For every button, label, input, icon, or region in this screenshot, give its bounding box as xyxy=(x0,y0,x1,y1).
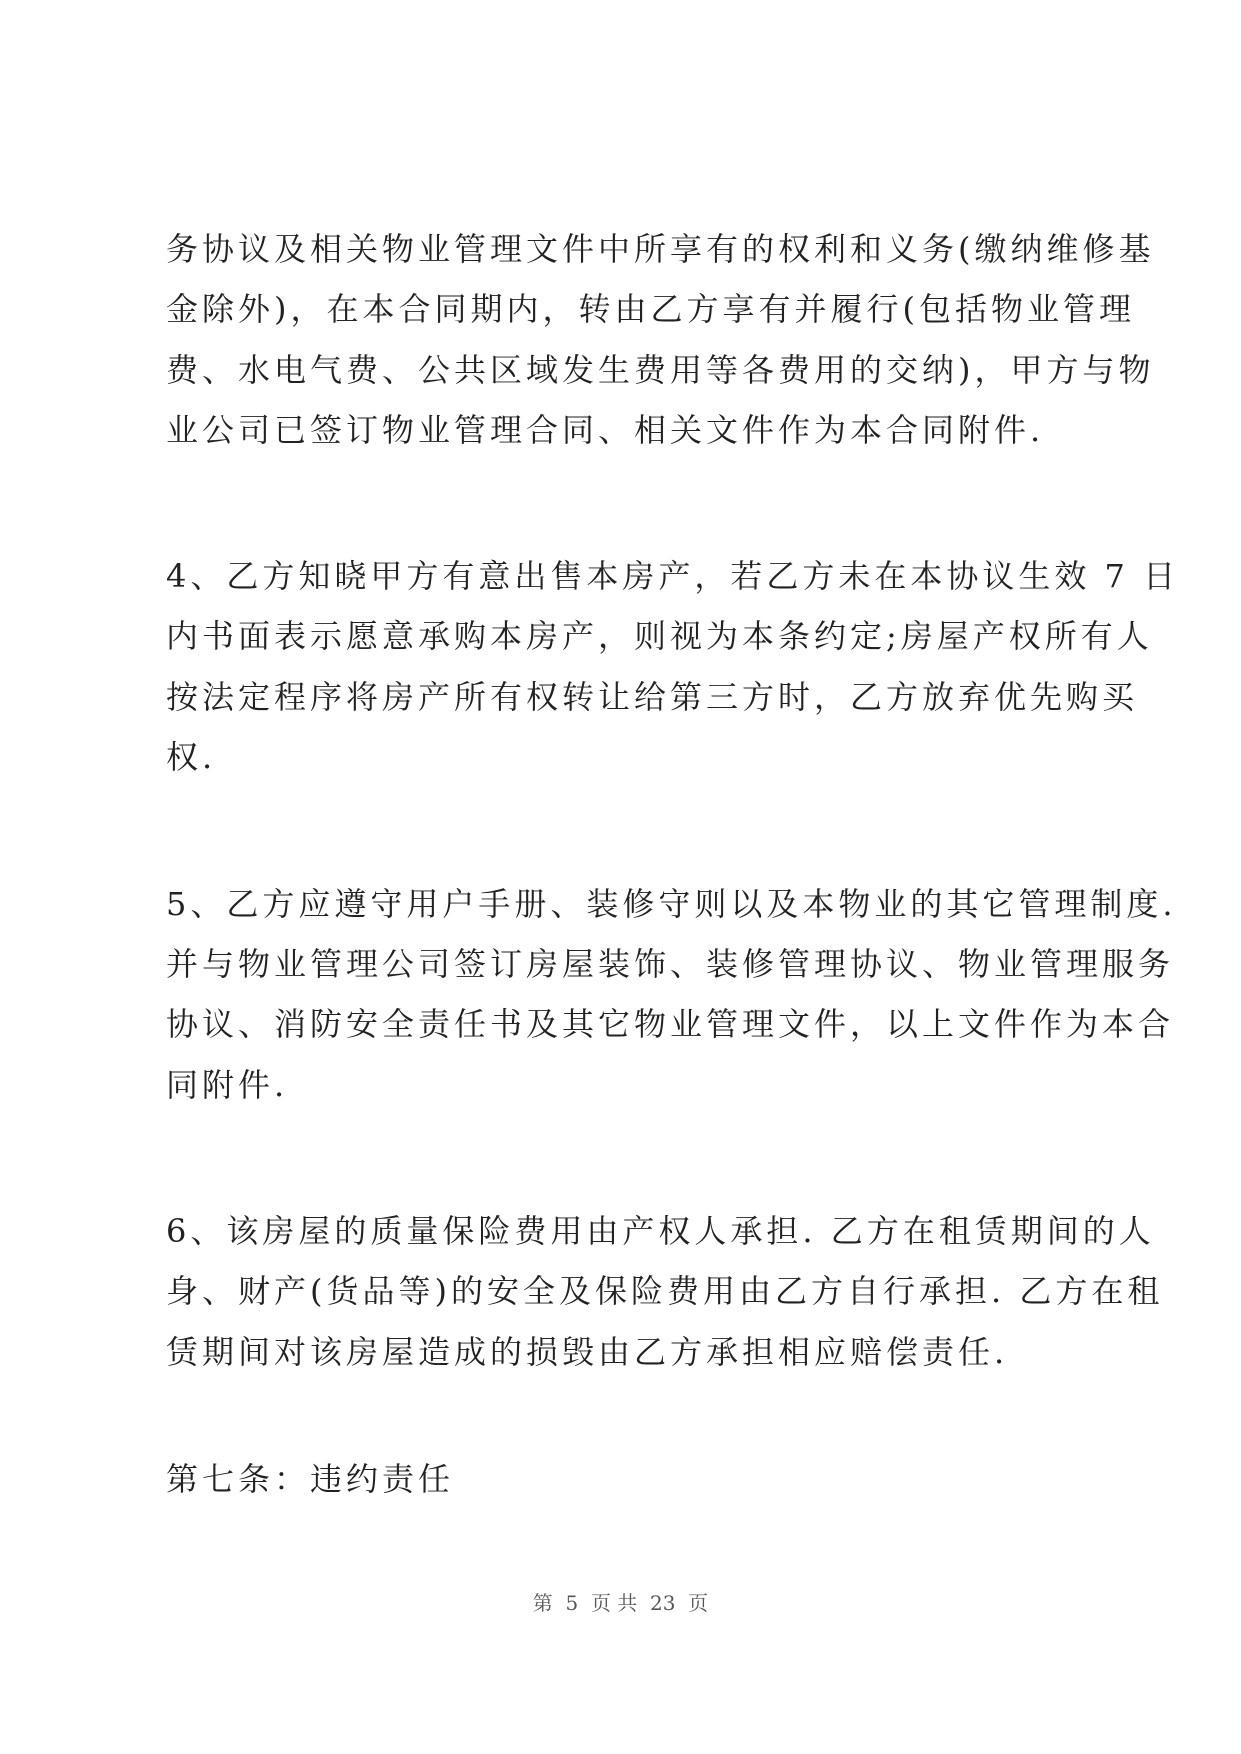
page-number-footer: 第 5 页 共 23 页 xyxy=(532,1591,709,1615)
paragraph-2-line-4: 权. xyxy=(166,738,217,776)
paragraph-1-line-1: 务协议及相关物业管理文件中所享有的权利和义务(缴纳维修基 xyxy=(166,230,1155,268)
paragraph-3-line-3: 协议、消防安全责任书及其它物业管理文件，以上文件作为本合 xyxy=(166,1005,1175,1043)
paragraph-4-line-1: 6、该房屋的质量保险费用由产权人承担. 乙方在租赁期间的人 xyxy=(166,1212,1155,1250)
paragraph-1-line-4: 业公司已签订物业管理合同、相关文件作为本合同附件. xyxy=(166,411,1045,449)
paragraph-4-line-3: 赁期间对该房屋造成的损毁由乙方承担相应赔偿责任. xyxy=(166,1333,1009,1371)
paragraph-2-line-3: 按法定程序将房产所有权转让给第三方时，乙方放弃优先购买 xyxy=(166,678,1139,716)
paragraph-2-line-2: 内书面表示愿意承购本房产，则视为本条约定;房屋产权所有人 xyxy=(166,617,1153,655)
paragraph-1-line-2: 金除外)，在本合同期内，转由乙方享有并履行(包括物业管理 xyxy=(166,290,1135,328)
paragraph-3-line-4: 同附件. xyxy=(166,1066,289,1104)
paragraph-1-line-3: 费、水电气费、公共区域发生费用等各费用的交纳)，甲方与物 xyxy=(166,351,1155,389)
paragraph-4-line-2: 身、财产(货品等)的安全及保险费用由乙方自行承担. 乙方在租 xyxy=(166,1272,1164,1310)
paragraph-3-line-1: 5、乙方应遵守用户手册、装修守则以及本物业的其它管理制度. xyxy=(166,885,1177,923)
section-heading-article-7: 第七条：违约责任 xyxy=(166,1460,455,1498)
paragraph-2-line-1: 4、乙方知晓甲方有意出售本房产，若乙方未在本协议生效 7 日 xyxy=(166,557,1180,595)
paragraph-3-line-2: 并与物业管理公司签订房屋装饰、装修管理协议、物业管理服务 xyxy=(166,945,1175,983)
